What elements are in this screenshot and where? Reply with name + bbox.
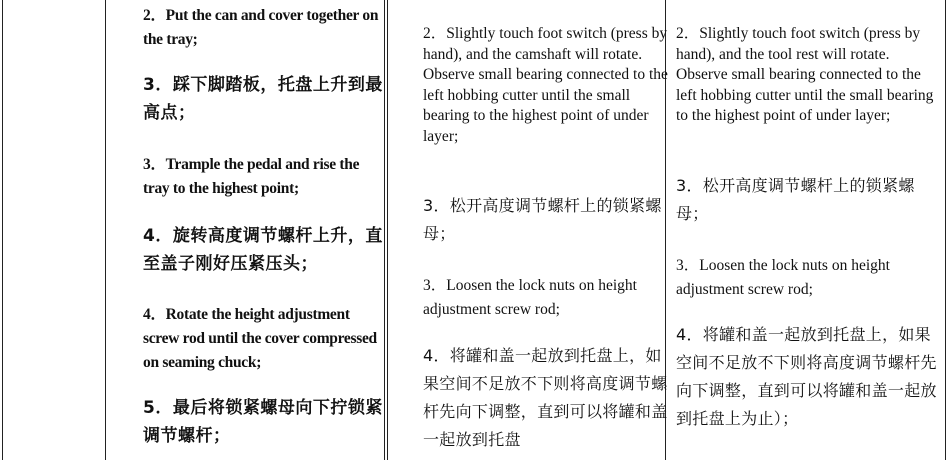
d-step-3-zh: 3．松开高度调节螺杆上的锁紧螺母； <box>676 176 915 223</box>
c-step-2-en: 2．Slightly touch foot switch (press by hand), and the camshaft will rotate. Observe small bearing connected to the left hobbing cutter until the small bearing to the highest point of under layer; <box>423 25 668 145</box>
step-3-en: 3．Trample the pedal and rise the tray to the highest point; <box>143 156 360 197</box>
d-step-3-en: 3．Loosen the lock nuts on height adjustment screw rod; <box>676 257 890 298</box>
column-divider-1 <box>105 0 106 460</box>
column-divider-2 <box>384 0 385 460</box>
step-5-zh: 5．最后将锁紧螺母向下拧锁紧调节螺杆； <box>143 398 383 446</box>
step-2-en: 2．Put the can and cover together on the tray; <box>143 7 379 48</box>
column-divider-2b <box>387 0 388 460</box>
c-step-4-zh: 4．将罐和盖一起放到托盘上，如果空间不足放不下则将高度调节螺杆先向下调整，直到可以将罐和盖一起放到托盘 <box>423 346 668 449</box>
table-border-right <box>945 0 946 460</box>
table-border-left <box>2 0 3 460</box>
d-step-4-zh: 4．将罐和盖一起放到托盘上，如果空间不足放不下则将高度调节螺杆先向下调整，直到可以将罐和盖一起放到托盘上为止）； <box>676 325 937 428</box>
c-step-3-zh: 3．松开高度调节螺杆上的锁紧螺母； <box>423 196 662 243</box>
step-3-zh: 3．踩下脚踏板，托盘上升到最高点； <box>143 75 383 123</box>
step-4-en: 4．Rotate the height adjustment screw rod until the cover compressed on seaming chuck; <box>143 306 377 371</box>
d-step-2-en: 2．Slightly touch foot switch (press by hand), and the tool rest will rotate. Observe small bearing connected to the left hobbing cutter until the small bearing to the highest point of under layer; <box>676 25 934 124</box>
step-4-zh: 4．旋转高度调节螺杆上升，直至盖子刚好压紧压头； <box>143 226 383 274</box>
c-step-3-en: 3．Loosen the lock nuts on height adjustment screw rod; <box>423 277 637 318</box>
